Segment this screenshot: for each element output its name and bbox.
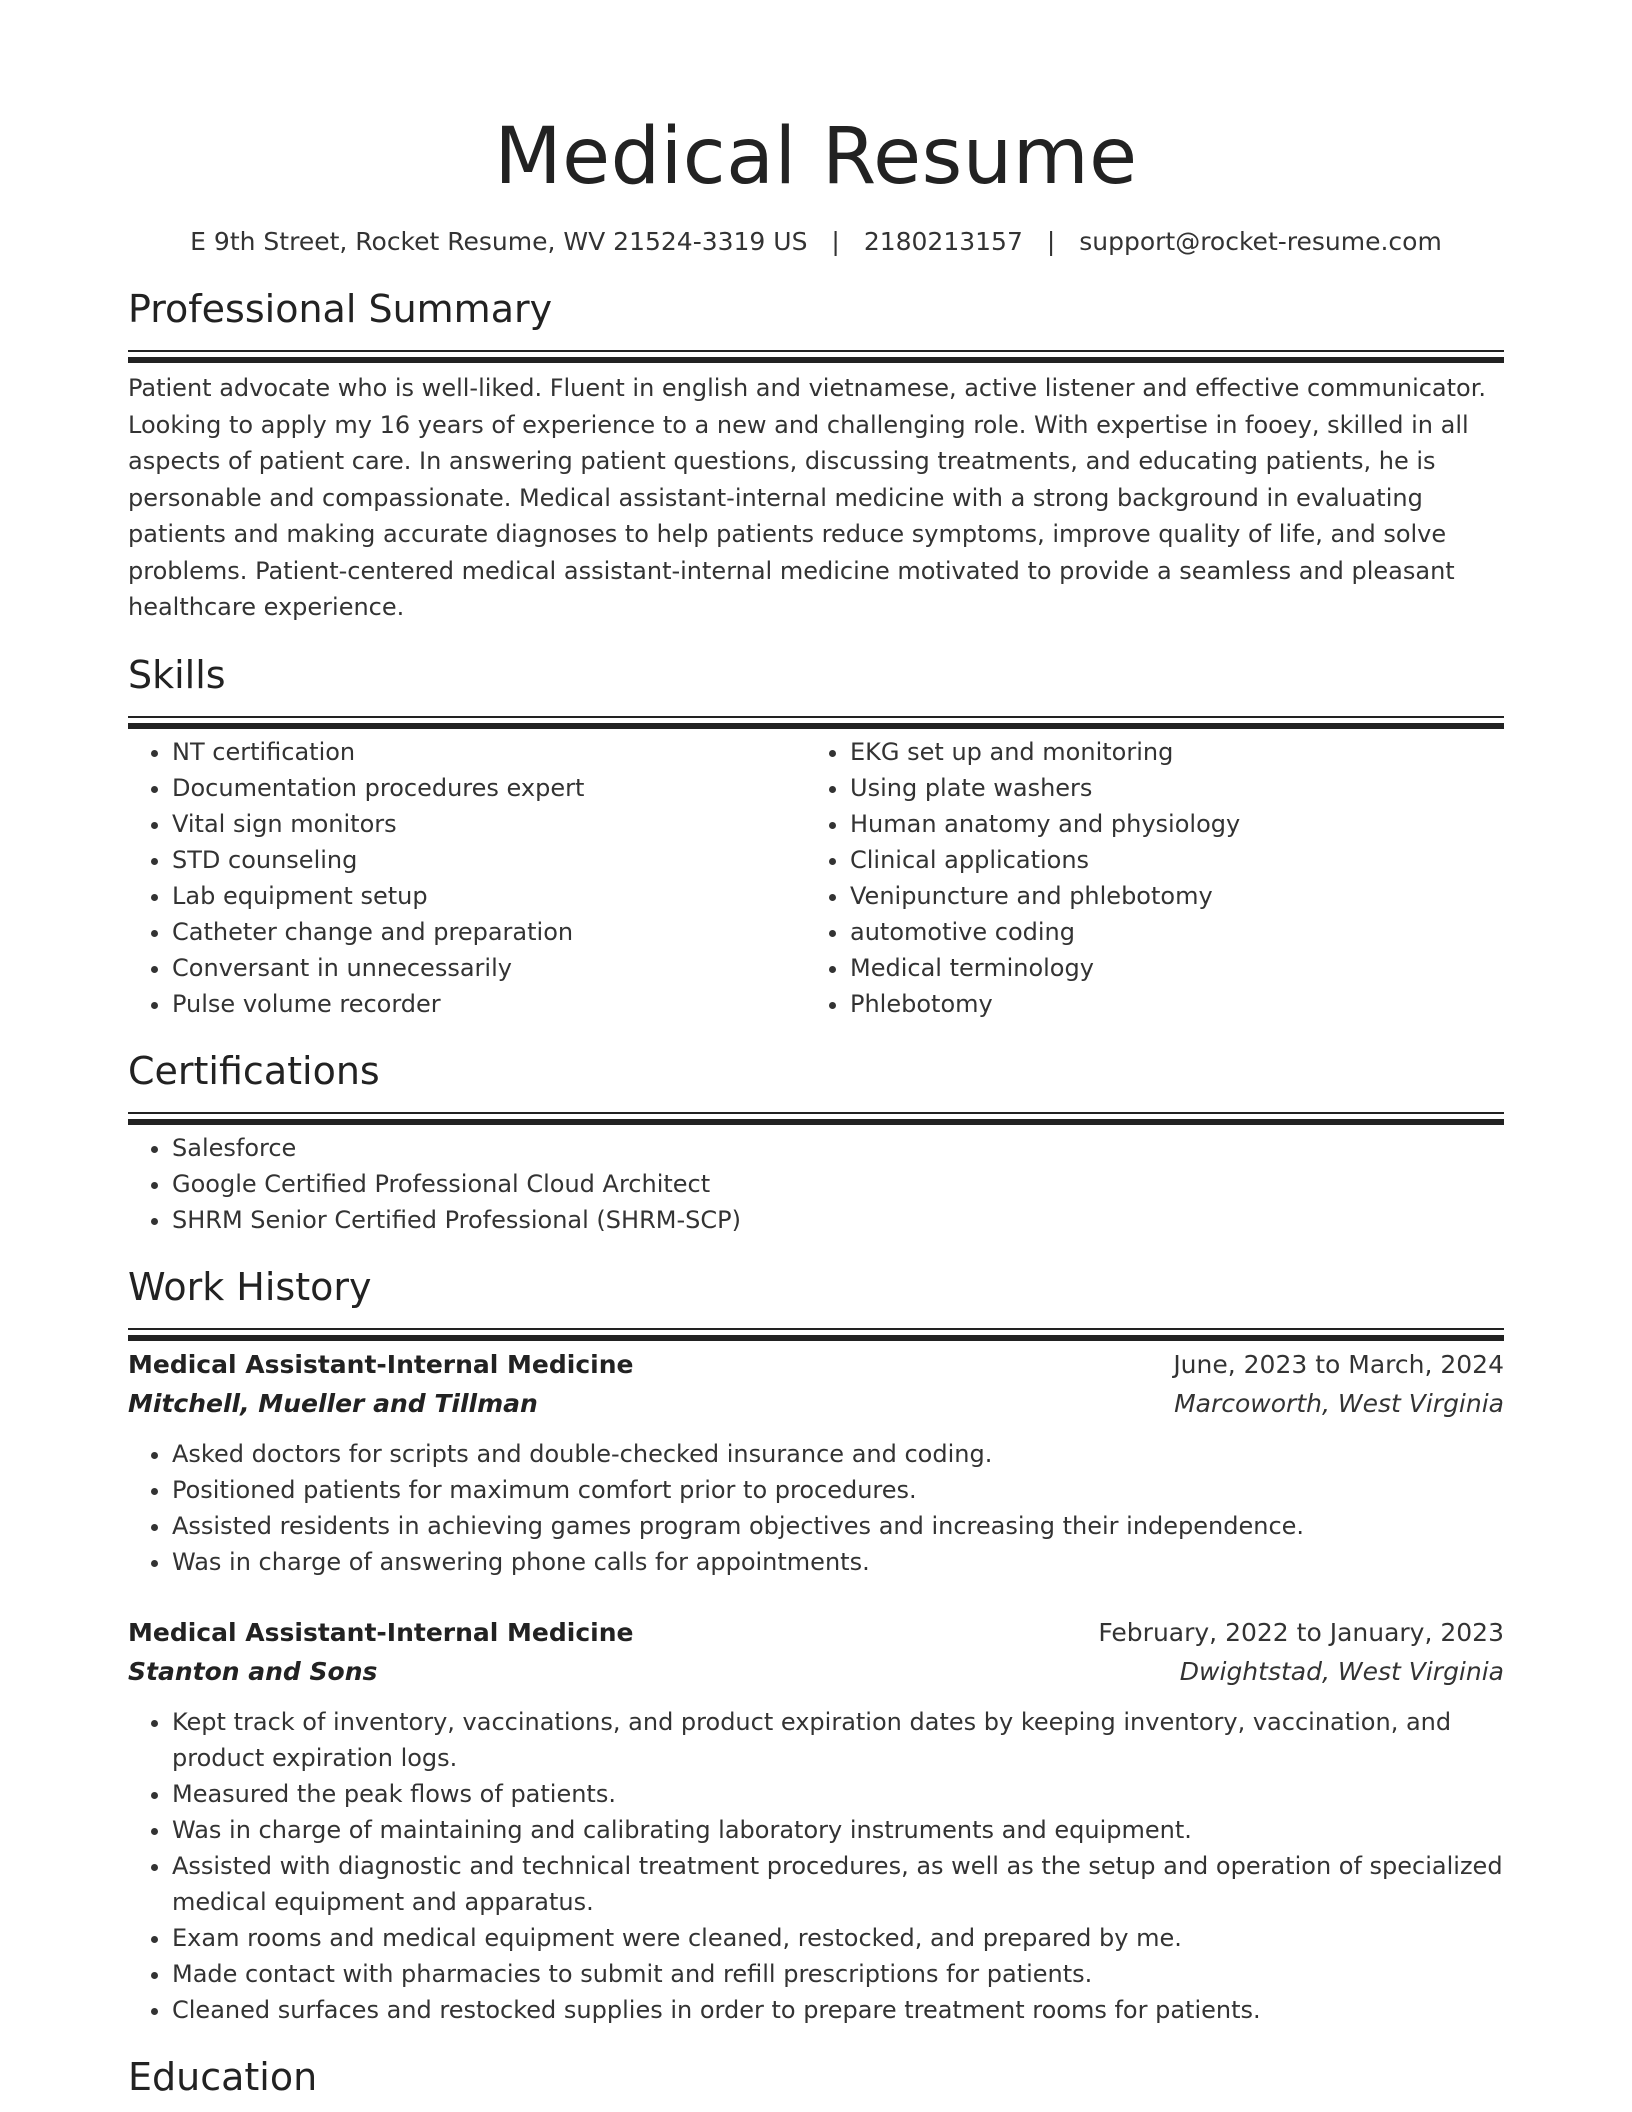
section-divider xyxy=(128,716,1504,718)
job-duty: • Made contact with pharmacies to submit and refill prescriptions for patients. xyxy=(172,1956,1504,1992)
section-heading-summary: Professional Summary xyxy=(128,287,553,331)
job-duty: • Asked doctors for scripts and double-checked insurance and coding. xyxy=(172,1436,1504,1472)
contact-separator: | xyxy=(1046,227,1056,256)
section-heading-certifications: Certifications xyxy=(128,1048,380,1093)
skill-item: • Catheter change and preparation xyxy=(172,914,806,950)
skill-item: • Documentation procedures expert xyxy=(172,770,806,806)
certification-item: • SHRM Senior Certified Professional (SHRM-SCP) xyxy=(172,1202,1504,1238)
skill-item: • Clinical applications xyxy=(850,842,1484,878)
skill-item: • STD counseling xyxy=(172,842,806,878)
job-subheader xyxy=(128,1652,1504,1692)
job-duty: • Measured the peak flows of patients. xyxy=(172,1776,1504,1812)
skills-list-left xyxy=(128,734,806,1022)
job-dates: February, 2022 to January, 2023 xyxy=(1098,1617,1504,1647)
skill-item: • Vital sign monitors xyxy=(172,806,806,842)
contact-address: E 9th Street, Rocket Resume, WV 21524-3319 US xyxy=(190,227,808,256)
job-location: Marcoworth, West Virginia xyxy=(1174,1388,1504,1418)
skill-item: • Venipuncture and phlebotomy xyxy=(850,878,1484,914)
skills-list-right xyxy=(806,734,1484,1022)
job-duty: • Positioned patients for maximum comfort prior to procedures. xyxy=(172,1472,1504,1508)
skill-item: • Using plate washers xyxy=(850,770,1484,806)
job-dates: June, 2023 to March, 2024 xyxy=(1173,1349,1504,1379)
job-title: Medical Assistant-Internal Medicine xyxy=(128,1617,634,1647)
section-heading-skills: Skills xyxy=(128,652,226,697)
skill-item: • NT certification xyxy=(172,734,806,770)
contact-email: support@rocket-resume.com xyxy=(1079,227,1442,256)
job-header xyxy=(128,1614,1504,1652)
contact-phone: 2180213157 xyxy=(863,227,1023,256)
skill-item: • Lab equipment setup xyxy=(172,878,806,914)
job-duty: • Was in charge of answering phone calls for appointments. xyxy=(172,1544,1504,1580)
certifications-section xyxy=(128,1048,1504,1238)
resume-title: Medical Resume xyxy=(494,112,1138,202)
section-divider xyxy=(128,350,1504,352)
contact-line xyxy=(128,227,1504,256)
job-duties-list xyxy=(128,1704,1504,2028)
job-entry xyxy=(128,1346,1504,1580)
education-section xyxy=(128,2054,1504,2099)
skill-item: • EKG set up and monitoring xyxy=(850,734,1484,770)
job-duty: • Assisted residents in achieving games program objectives and increasing their independence. xyxy=(172,1508,1504,1544)
job-company: Stanton and Sons xyxy=(128,1656,378,1686)
section-heading-work-history: Work History xyxy=(128,1264,372,1309)
skill-item: • Phlebotomy xyxy=(850,986,1484,1022)
job-duty: • Exam rooms and medical equipment were cleaned, restocked, and prepared by me. xyxy=(172,1920,1504,1956)
job-company: Mitchell, Mueller and Tillman xyxy=(128,1388,538,1418)
certification-item: • Salesforce xyxy=(172,1130,1504,1166)
section-heading-education: Education xyxy=(128,2054,318,2099)
work-history-section xyxy=(128,1264,1504,2028)
job-duty: • Assisted with diagnostic and technical treatment procedures, as well as the setup and operation of specialized medical equipment and apparatus. xyxy=(172,1848,1504,1920)
summary-text: Patient advocate who is well-liked. Fluent in english and vietnamese, active listener and effective communicator. Looking to apply my 16 years of experience to a new and challenging role. With expertise in fooey, skilled in all aspects of patient care. In answering patient questions, discussing treatments, and educating patients, he is personable and compassionate. Medical assistant-internal medicine with a strong background in evaluating patients and making accurate diagnoses to help patients reduce symptoms, improve quality of life, and solve problems. Patient-centered medical assistant-internal medicine motivated to provide a seamless and pleasant healthcare experience. xyxy=(128,374,1487,621)
skills-section xyxy=(128,652,1504,1022)
certifications-list xyxy=(128,1130,1504,1238)
skills-column-left xyxy=(128,734,806,1022)
job-title: Medical Assistant-Internal Medicine xyxy=(128,1349,634,1379)
certification-item: • Google Certified Professional Cloud Architect xyxy=(172,1166,1504,1202)
summary-section xyxy=(128,287,1504,626)
skill-item: • automotive coding xyxy=(850,914,1484,950)
skill-item: • Pulse volume recorder xyxy=(172,986,806,1022)
skills-column-right xyxy=(806,734,1484,1022)
job-duties-list xyxy=(128,1436,1504,1580)
skills-grid xyxy=(128,734,1504,1022)
job-duty: • Cleaned surfaces and restocked supplies in order to prepare treatment rooms for patients. xyxy=(172,1992,1504,2028)
section-divider xyxy=(128,1112,1504,1114)
job-location: Dwightstad, West Virginia xyxy=(1179,1656,1504,1686)
job-subheader xyxy=(128,1384,1504,1424)
section-divider xyxy=(128,1328,1504,1330)
job-entry xyxy=(128,1614,1504,2028)
skill-item: • Human anatomy and physiology xyxy=(850,806,1484,842)
skill-item: • Medical terminology xyxy=(850,950,1484,986)
job-duty: • Was in charge of maintaining and calibrating laboratory instruments and equipment. xyxy=(172,1812,1504,1848)
skill-item: • Conversant in unnecessarily xyxy=(172,950,806,986)
contact-separator: | xyxy=(831,227,840,256)
job-header xyxy=(128,1346,1504,1384)
job-duty: • Kept track of inventory, vaccinations, and product expiration dates by keeping inventory, vaccination, and product expiration logs. xyxy=(172,1704,1504,1776)
